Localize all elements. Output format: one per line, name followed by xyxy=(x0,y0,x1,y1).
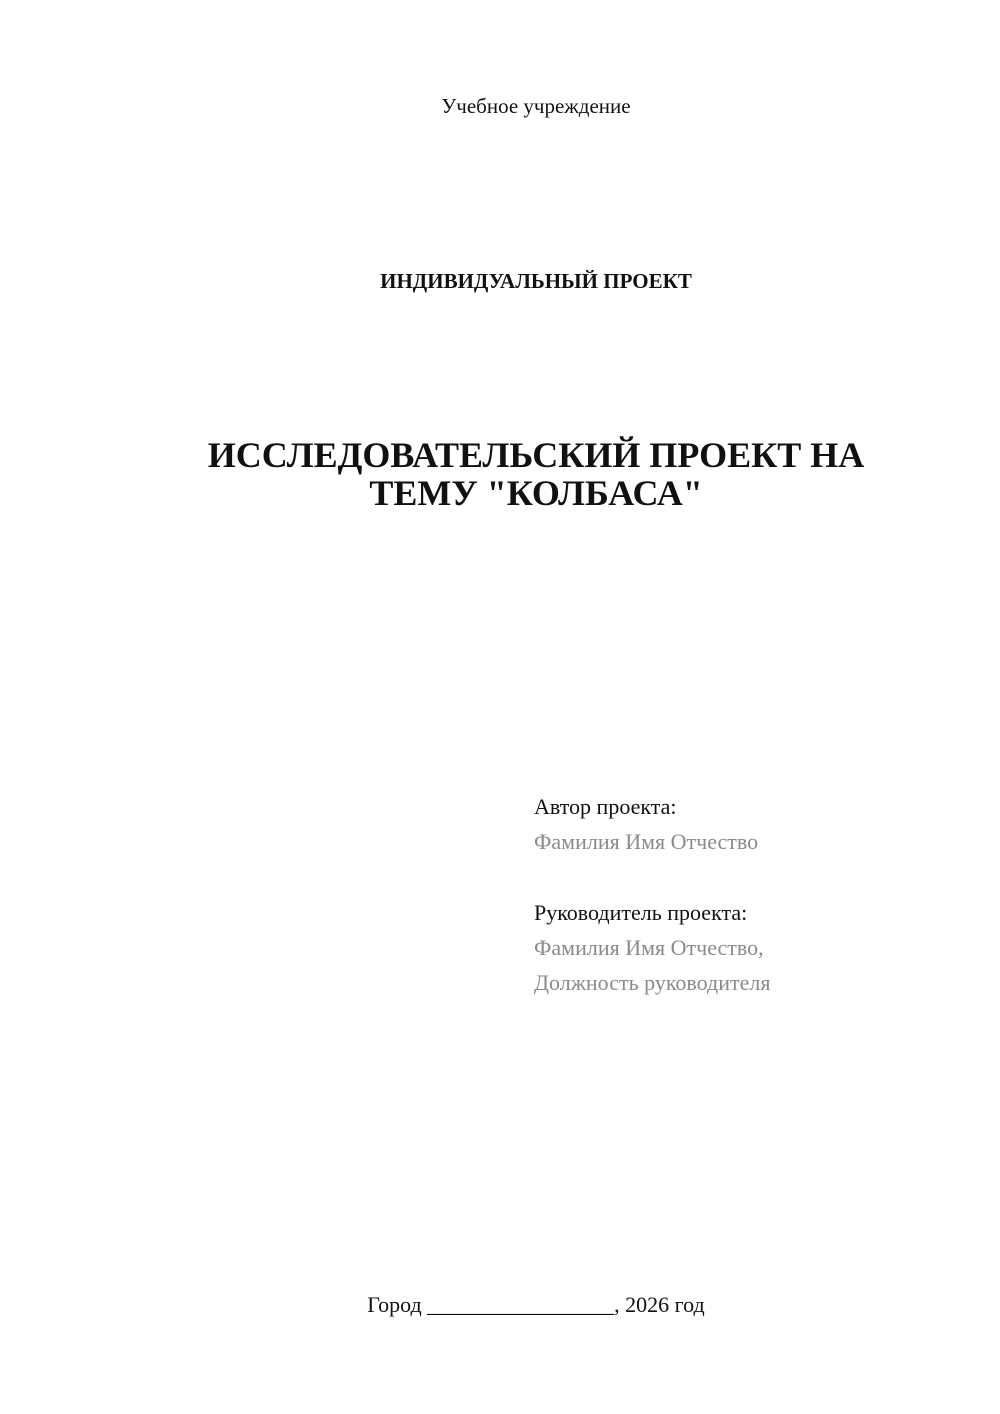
supervisor-name-placeholder: Фамилия Имя Отчество, xyxy=(534,935,764,960)
project-title-line-2: ТЕМУ "КОЛБАСА" xyxy=(369,473,703,513)
project-type-heading: ИНДИВИДУАЛЬНЫЙ ПРОЕКТ xyxy=(380,269,692,293)
author-name-placeholder: Фамилия Имя Отчество xyxy=(534,829,759,854)
supervisor-position-placeholder: Должность руководителя xyxy=(534,970,771,995)
author-label: Автор проекта: xyxy=(534,794,677,819)
city-year-line: Город _________________, 2026 год xyxy=(367,1292,705,1317)
project-info-block xyxy=(534,789,974,1000)
project-title xyxy=(140,436,932,512)
info-spacer xyxy=(534,859,974,895)
supervisor-label: Руководитель проекта: xyxy=(534,900,748,925)
project-title-line-1: ИССЛЕДОВАТЕЛЬСКИЙ ПРОЕКТ НА xyxy=(207,435,865,475)
institution-name: Учебное учреждение xyxy=(441,94,631,118)
